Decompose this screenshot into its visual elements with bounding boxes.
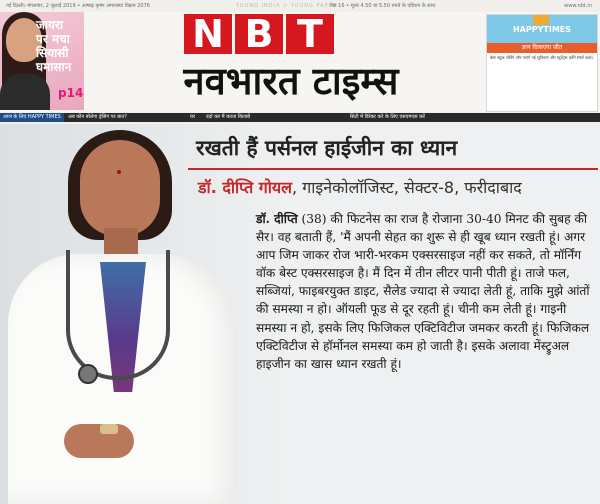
masthead-area: [0, 12, 600, 112]
promo-line: घमासान: [36, 60, 72, 74]
logo-letter: N: [184, 14, 232, 54]
ticker-item[interactable]: दर्दा कर मैं करता किताबें: [206, 114, 251, 120]
gift-icon: [533, 15, 549, 25]
doctor-hands: [64, 424, 134, 458]
article: [0, 124, 600, 504]
article-byline: [198, 176, 598, 198]
dateline: [0, 0, 600, 12]
promo-line: सियासी: [36, 46, 69, 60]
promo-right-band: [487, 15, 597, 43]
headline-divider: [188, 168, 598, 170]
ticker-item[interactable]: घर: [190, 114, 196, 120]
wristwatch-icon: [100, 424, 118, 434]
promo-right[interactable]: [486, 14, 598, 112]
promo-portrait-body: [0, 74, 50, 110]
byline-details: , गाइनेकोलॉजिस्ट, सेक्टर-8, फरीदाबाद: [292, 178, 522, 197]
ticker-item[interactable]: अब कौन बोलेगा ड्रेसिंग पर बात?: [68, 114, 127, 120]
promo-left[interactable]: [0, 12, 84, 110]
logo-letter: T: [286, 14, 334, 54]
masthead-title: नवभारत टाइम्स: [183, 59, 399, 103]
doctor-bindi: [117, 170, 121, 174]
byline-name: डॉ. दीप्ति गोयल: [198, 178, 293, 197]
promo-page-number: p14: [58, 86, 84, 100]
logo-letter: B: [235, 14, 283, 54]
ticker-item[interactable]: सिटी में डिरेक्ट करे के लिए एसएमएस करें: [350, 114, 425, 120]
stethoscope-icon: [66, 250, 170, 380]
promo-right-subtitle: ज्ञान दिलाएगा जीत: [487, 43, 597, 53]
article-text: (38) की फिटनेस का राज है रोजाना 30-40 मिनट की सुबह की सैर। वह बताती हैं, 'मैं अपनी सेहत का शुरू से ही खूब ध्यान रखती हूं। अगर आप जिम जाकर रोज भारी-भरकम एक्सरसाइज नहीं कर सकते, तो मॉर्निंग वॉक बेस्ट एक्सरसाइज है। मैं दिन में तीन लीटर पानी पीती हूं। ताजे फल, सब्जियां, फाइबरयुक्त डाइट, सैलेड ज्यादा से ज्यादा लेती हूं, ताकि मुझे आंतों की समस्या न हो। ऑयली फूड से दूर रहती हूं। चीनी कम लेती हूं। गाइनी समस्या न हो, इसके लिए फिजिकल एक्टिविटीज जमकर करती हूं। फिजिकल एक्टिविटीज से हॉर्मोनल समस्या कम हो जाती है। इसके अलावा मेंस्ट्रुअल हाइजीन का खास ध्यान रखती हूं।: [256, 212, 590, 371]
doctor-face: [80, 140, 160, 236]
promo-right-body: बेस्ट स्कूल जीतेंगे और पाएंगे नई सुविधाएं और स्टूडेंट्स करेंगे स्मार्ट बच्चे।: [490, 55, 594, 60]
article-body: [256, 210, 596, 373]
promo-right-title: HAPPYTIMES: [512, 25, 572, 34]
ticker-tag: आज के लिए HAPPY TIMES: [0, 113, 64, 122]
article-lead: डॉ. दीप्ति: [256, 212, 298, 226]
nbt-logo: [184, 14, 334, 54]
dateline-url: www.nbt.in: [564, 3, 592, 9]
dateline-center: YOUNG INDIA > YOUNG PAPER: [236, 3, 338, 9]
dateline-left: नई दिल्ली। मंगलवार, 2 जुलाई 2019 • आषाढ़ कृष्ण अमावस्या विक्रम 2076: [6, 3, 150, 9]
news-ticker: [0, 113, 600, 122]
promo-left-text: [36, 18, 71, 74]
stethoscope-chest-piece: [78, 364, 98, 384]
dateline-right: पेज 16 • मूल्य 4.50 या 5.50 रुपये के एडिशन के साथ: [330, 3, 436, 9]
article-headline: रखती हैं पर्सनल हाईजीन का ध्यान: [196, 136, 458, 160]
promo-line: जायरा: [36, 18, 63, 32]
promo-line: पर मचा: [36, 32, 70, 46]
